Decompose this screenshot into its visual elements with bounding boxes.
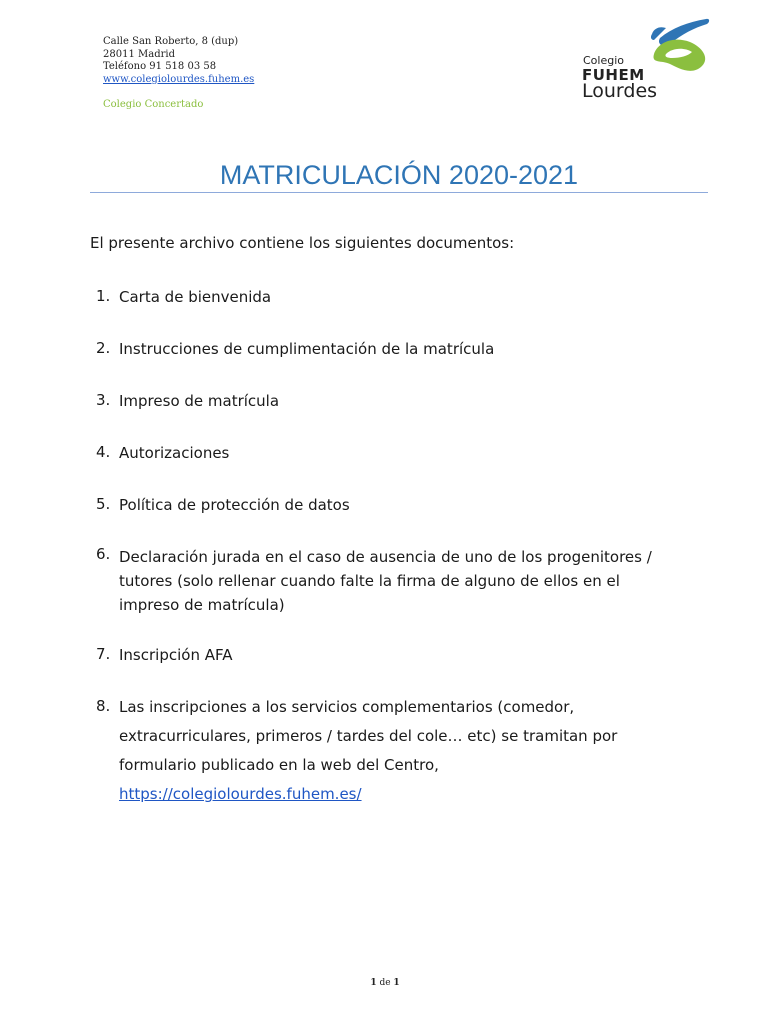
list-item-number: 5. — [96, 495, 111, 513]
page-separator: de — [379, 978, 391, 988]
school-website-link[interactable]: www.colegiolourdes.fuhem.es — [103, 73, 255, 85]
school-type-label: Colegio Concertado — [103, 99, 204, 110]
school-logo — [580, 16, 720, 106]
list-item-number: 1. — [96, 287, 111, 305]
list-item-number: 6. — [96, 545, 111, 563]
list-item-text: Instrucciones de cumplimentación de la matrícula — [119, 340, 495, 358]
school-web-link[interactable]: https://colegiolourdes.fuhem.es/ — [119, 785, 362, 803]
list-item-text: Inscripción AFA — [119, 646, 233, 664]
list-item-number: 8. — [96, 697, 111, 715]
page-current: 1 — [370, 978, 377, 988]
address-phone: Teléfono 91 518 03 58 — [103, 61, 217, 72]
address-city: 28011 Madrid — [103, 48, 175, 60]
logo-text-fuhem: FUHEM — [582, 66, 645, 84]
list-item-text: Declaración jurada en el caso de ausencia de uno de los progenitores / tutores (solo rellenar cuando falte la firma de alguno de ellos en el impreso de matrícula) — [119, 548, 652, 614]
list-item-number: 2. — [96, 339, 111, 357]
list-item-number: 4. — [96, 443, 111, 461]
list-item-text-body: Las inscripciones a los servicios complementarios (comedor, extracurriculares, primeros / tardes del cole… etc) se tramitan por formulario publicado en la web del Centro, — [119, 698, 618, 774]
intro-text: El presente archivo contiene los siguientes documentos: — [90, 234, 515, 252]
list-item-number: 7. — [96, 645, 111, 663]
logo-text-colegio: Colegio — [583, 54, 625, 67]
list-item-text — [119, 693, 674, 809]
list-item-text: Política de protección de datos — [119, 496, 350, 514]
list-item-text: Impreso de matrícula — [119, 392, 280, 410]
title-underline — [90, 192, 708, 193]
list-item-number: 3. — [96, 391, 111, 409]
address-street: Calle San Roberto, 8 (dup) — [103, 36, 239, 47]
page-footer — [0, 978, 770, 988]
list-item-text: Carta de bienvenida — [119, 288, 272, 306]
logo-text-lourdes: Lourdes — [582, 80, 658, 102]
logo-swoosh-icon — [644, 16, 716, 88]
page-total: 1 — [393, 978, 400, 988]
document-title: MATRICULACIÓN 2020-2021 — [219, 160, 579, 190]
school-address-block — [103, 36, 254, 86]
list-item-text: Autorizaciones — [119, 444, 230, 462]
